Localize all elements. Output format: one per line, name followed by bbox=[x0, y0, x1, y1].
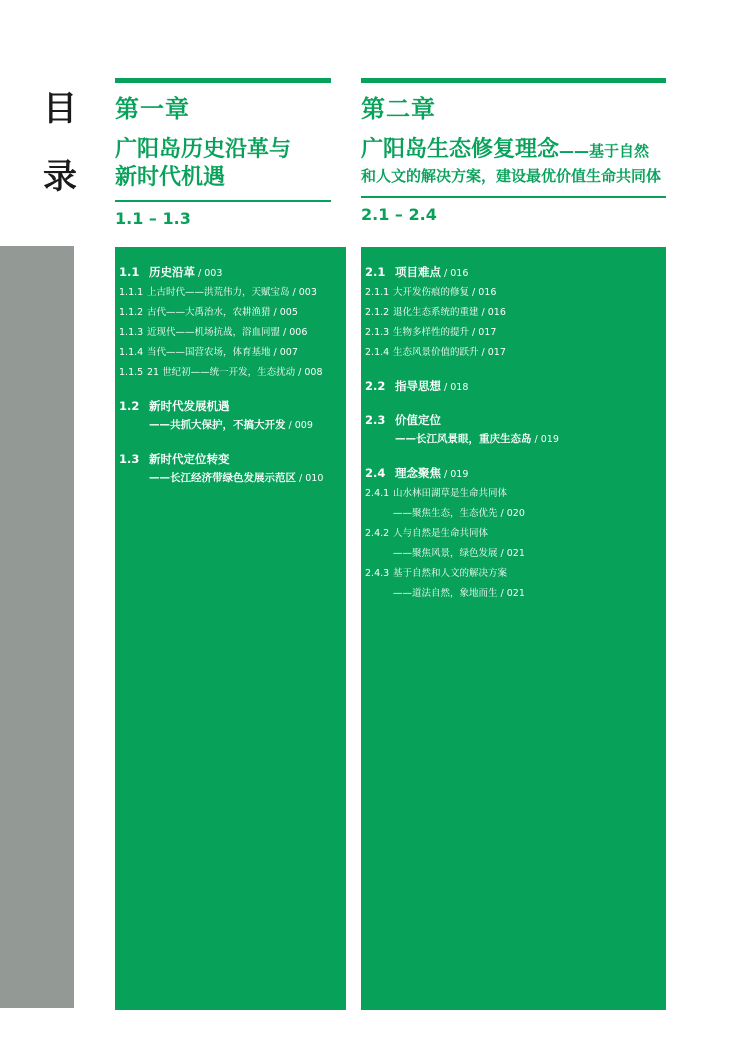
sidebar-gray-bar bbox=[0, 246, 74, 1008]
toc-title: 新时代发展机遇 bbox=[149, 399, 230, 413]
toc-entry-2-1-4[interactable] bbox=[365, 343, 666, 363]
chapter2-toc-panel bbox=[361, 247, 666, 1010]
toc-num: 2.1 bbox=[365, 265, 386, 279]
toc-entry-2-1-2[interactable] bbox=[365, 303, 666, 323]
toc-title-text: 指导思想 bbox=[395, 379, 441, 393]
toc-page: / 008 bbox=[295, 367, 323, 378]
toc-title-text: 生态风景价值的跃升 bbox=[393, 347, 479, 358]
chapter1-title-line1: 广阳岛历史沿革与 bbox=[115, 137, 292, 162]
toc-entry-1-3-subtitle[interactable] bbox=[119, 468, 346, 489]
toc-entry-2-1-3[interactable] bbox=[365, 323, 666, 343]
toc-title: 基于自然和人文的解决方案 bbox=[393, 568, 508, 579]
toc-entry-2-4[interactable] bbox=[365, 464, 666, 484]
toc-num: 1.1.1 bbox=[119, 287, 144, 298]
toc-title bbox=[393, 303, 506, 323]
toc-subtitle-text: ——长江风景眼，重庆生态岛 bbox=[395, 433, 532, 445]
chapter2-label: 第二章 bbox=[361, 95, 436, 123]
chapter2-header bbox=[361, 78, 666, 225]
toc-page: / 019 bbox=[531, 434, 559, 445]
toc-entry-2-4-2[interactable] bbox=[365, 524, 666, 544]
toc-title-text: 项目难点 bbox=[395, 265, 441, 279]
toc-title bbox=[395, 464, 468, 484]
toc-page: / 017 bbox=[469, 327, 497, 338]
toc-title: 价值定位 bbox=[395, 413, 441, 427]
toc-page: / 006 bbox=[280, 327, 308, 338]
toc-title-text: 大开发伤痕的修复 bbox=[393, 287, 470, 298]
toc-title bbox=[393, 343, 506, 363]
toc-num: 2.1.2 bbox=[365, 307, 390, 318]
toc-page: / 020 bbox=[497, 508, 525, 519]
toc-title bbox=[393, 283, 496, 303]
toc-num: 1.1.4 bbox=[119, 347, 144, 358]
toc-title bbox=[149, 263, 222, 283]
toc-num: 2.4.3 bbox=[365, 568, 390, 579]
toc-entry-2-4-3-subtitle[interactable] bbox=[365, 584, 666, 604]
toc-entry-2-4-1[interactable] bbox=[365, 484, 666, 504]
toc-title-text: 历史沿革 bbox=[149, 265, 195, 279]
toc-num: 2.4.2 bbox=[365, 528, 390, 539]
toc-title-text: 生物多样性的提升 bbox=[393, 327, 470, 338]
toc-page: / 019 bbox=[441, 469, 469, 480]
toc-title-text: 当代——国营农场，体育基地 bbox=[147, 347, 271, 358]
toc-page: / 021 bbox=[497, 588, 525, 599]
toc-entry-2-3-subtitle[interactable] bbox=[365, 429, 666, 450]
chapter2-top-rule bbox=[361, 78, 666, 83]
toc-entry-2-1[interactable] bbox=[365, 263, 666, 283]
toc-subtitle-text: ——共抓大保护，不搞大开发 bbox=[149, 419, 286, 431]
toc-num: 2.2 bbox=[365, 379, 386, 393]
chapter2-mid-rule bbox=[361, 196, 666, 198]
toc-num: 1.3 bbox=[119, 452, 140, 466]
chapter1-label: 第一章 bbox=[115, 95, 190, 123]
toc-entry-1-3[interactable] bbox=[119, 450, 346, 468]
toc-title bbox=[147, 303, 298, 323]
chapter1-top-rule bbox=[115, 78, 331, 83]
toc-entry-2-1-1[interactable] bbox=[365, 283, 666, 303]
toc-entry-2-4-2-subtitle[interactable] bbox=[365, 544, 666, 564]
toc-entry-1-1-3[interactable] bbox=[119, 323, 346, 343]
toc-entry-2-3[interactable] bbox=[365, 411, 666, 429]
toc-num: 2.1.4 bbox=[365, 347, 390, 358]
toc-entry-2-4-1-subtitle[interactable] bbox=[365, 504, 666, 524]
toc-title-text: 退化生态系统的重建 bbox=[393, 307, 479, 318]
toc-subtitle bbox=[149, 415, 313, 436]
toc-subtitle bbox=[149, 468, 323, 489]
toc-num: 1.1 bbox=[119, 265, 140, 279]
toc-page: / 005 bbox=[270, 307, 298, 318]
toc-num: 1.2 bbox=[119, 399, 140, 413]
toc-subtitle-text: ——聚焦生态，生态优先 bbox=[393, 508, 498, 519]
toc-title-text: 上古时代——洪荒伟力，天赋宝岛 bbox=[147, 287, 290, 298]
toc-page: / 009 bbox=[285, 420, 313, 431]
toc-page: / 017 bbox=[478, 347, 506, 358]
toc-page: / 018 bbox=[441, 382, 469, 393]
chapter2-title-main: 广阳岛生态修复理念 bbox=[361, 137, 560, 162]
toc-num: 2.4.1 bbox=[365, 488, 390, 499]
toc-page: / 021 bbox=[497, 548, 525, 559]
toc-title: 人与自然是生命共同体 bbox=[393, 528, 489, 539]
chapter2-range: 2.1 – 2.4 bbox=[361, 205, 437, 224]
page-title-char-1: 目 bbox=[43, 89, 77, 129]
toc-page: / 003 bbox=[195, 268, 223, 279]
toc-subtitle-text: ——聚焦风景，绿色发展 bbox=[393, 548, 498, 559]
toc-title: 新时代定位转变 bbox=[149, 452, 230, 466]
toc-title-text: 近现代——机场抗战，浴血同盟 bbox=[147, 327, 281, 338]
toc-title bbox=[147, 283, 317, 303]
toc-page: / 010 bbox=[296, 473, 324, 484]
toc-entry-1-2-subtitle[interactable] bbox=[119, 415, 346, 436]
page-title-char-2: 录 bbox=[43, 157, 77, 197]
toc-title bbox=[393, 323, 496, 343]
toc-num: 2.1.1 bbox=[365, 287, 390, 298]
chapter2-title-line1 bbox=[361, 136, 666, 165]
toc-entry-2-4-3[interactable] bbox=[365, 564, 666, 584]
chapter1-title bbox=[115, 136, 331, 192]
toc-num: 2.3 bbox=[365, 413, 386, 427]
chapter1-toc-panel bbox=[115, 247, 346, 1010]
toc-title-text: 理念聚焦 bbox=[395, 466, 441, 480]
toc-page: / 016 bbox=[469, 287, 497, 298]
toc-entry-1-1-2[interactable] bbox=[119, 303, 346, 323]
chapter1-mid-rule bbox=[115, 200, 331, 202]
toc-num: 1.1.3 bbox=[119, 327, 144, 338]
toc-entry-1-1-5[interactable] bbox=[119, 363, 346, 383]
toc-page: / 016 bbox=[441, 268, 469, 279]
toc-subtitle-text: ——长江经济带绿色发展示范区 bbox=[149, 472, 296, 484]
toc-title-text: 古代——大禹治水，农耕渔猎 bbox=[147, 307, 271, 318]
toc-title-text: 21 世纪初——统一开发，生态扰动 bbox=[147, 367, 296, 378]
toc-page: / 016 bbox=[478, 307, 506, 318]
chapter2-title bbox=[361, 136, 666, 165]
toc-num: 1.1.2 bbox=[119, 307, 144, 318]
toc-page: / 003 bbox=[289, 287, 317, 298]
toc-title bbox=[395, 263, 468, 283]
toc-title bbox=[147, 363, 322, 383]
toc-subtitle bbox=[393, 504, 525, 524]
chapter2-title-line2: 和人文的解决方案，建设最优价值生命共同体 bbox=[361, 167, 662, 185]
toc-num: 2.4 bbox=[365, 466, 386, 480]
toc-page: / 007 bbox=[270, 347, 298, 358]
toc-num: 2.1.3 bbox=[365, 327, 390, 338]
toc-subtitle bbox=[395, 429, 559, 450]
toc-title bbox=[147, 343, 298, 363]
chapter2-title-sub: ——基于自然 bbox=[559, 142, 650, 160]
toc-subtitle bbox=[393, 584, 525, 604]
toc-entry-2-2[interactable] bbox=[365, 377, 666, 397]
chapter1-title-line2: 新时代机遇 bbox=[115, 165, 226, 190]
chapter1-header bbox=[115, 78, 331, 229]
toc-subtitle-text: ——道法自然，象地而生 bbox=[393, 588, 498, 599]
toc-entry-1-1[interactable] bbox=[119, 263, 346, 283]
toc-title bbox=[395, 377, 468, 397]
toc-num: 1.1.5 bbox=[119, 367, 144, 378]
toc-subtitle bbox=[393, 544, 525, 564]
toc-entry-1-1-4[interactable] bbox=[119, 343, 346, 363]
toc-entry-1-1-1[interactable] bbox=[119, 283, 346, 303]
toc-title: 山水林田湖草是生命共同体 bbox=[393, 488, 508, 499]
toc-entry-1-2[interactable] bbox=[119, 397, 346, 415]
chapter1-range: 1.1 – 1.3 bbox=[115, 209, 191, 228]
toc-title bbox=[147, 323, 307, 343]
